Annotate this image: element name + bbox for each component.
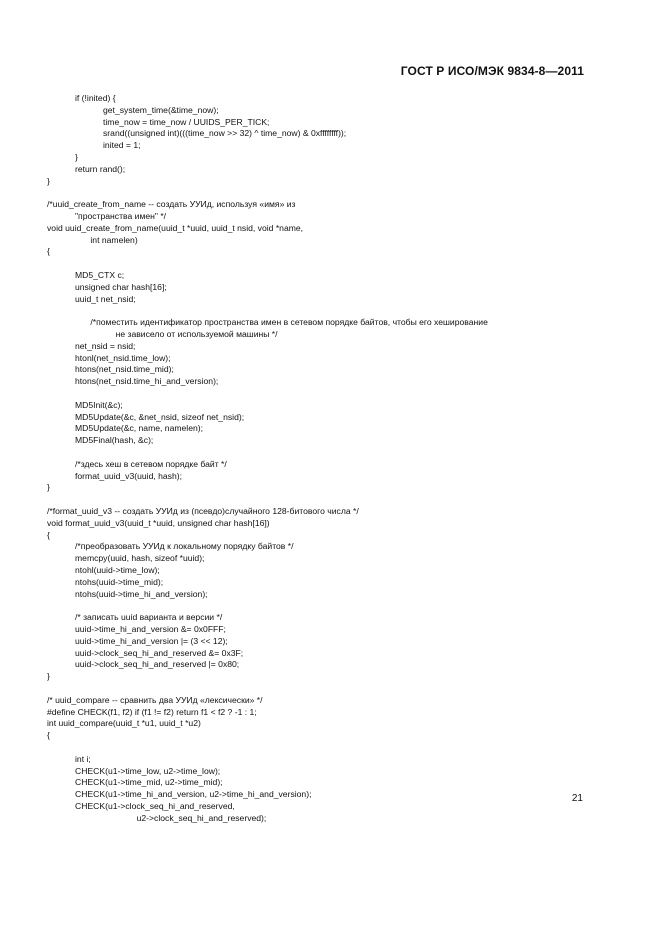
code-line: return rand(); — [75, 163, 126, 174]
code-line: htonl(net_nsid.time_low); — [75, 352, 171, 363]
code-line: MD5Init(&c); — [75, 399, 123, 410]
code-line: net_nsid = nsid; — [75, 340, 136, 351]
code-line: "пространства имен" */ — [75, 211, 167, 221]
code-line: /*format_uuid_v3 -- создать УУИд из (псевдо)случайного 128-битового числа */ — [47, 506, 359, 516]
code-line: inited = 1; — [103, 140, 141, 151]
code-line: MD5Update(&c, &net_nsid, sizeof net_nsid); — [75, 411, 245, 422]
code-line: MD5Final(hash, &c); — [75, 435, 154, 446]
code-line: uuid->clock_seq_hi_and_reserved |= 0x80; — [75, 659, 240, 670]
code-line: } — [47, 175, 50, 186]
code-line: int uuid_compare(uuid_t *u1, uuid_t *u2) — [47, 718, 201, 729]
code-line: ntohl(uuid->time_low); — [75, 565, 160, 575]
document-header: ГОСТ Р ИСО/МЭК 9834-8—2011 — [400, 64, 584, 78]
code-line: MD5Update(&c, name, namelen); — [75, 423, 204, 434]
code-line: unsigned char hash[16]; — [75, 281, 167, 292]
code-line: u2->clock_seq_hi_and_reserved); — [136, 812, 267, 823]
code-line: uuid->clock_seq_hi_and_reserved &= 0x3F; — [75, 647, 244, 658]
code-line: /* uuid_compare -- сравнить два УУИд «лексически» */ — [47, 694, 263, 705]
code-line: CHECK(u1->time_low, u2->time_low); — [75, 765, 221, 776]
code-line: void uuid_create_from_name(uuid_t *uuid, uuid_t nsid, void *name, — [47, 222, 304, 233]
code-line: uuid_t net_nsid; — [75, 293, 136, 304]
code-line: memcpy(uuid, hash, sizeof *uuid); — [75, 553, 205, 564]
code-line: uuid->time_hi_and_version |= (3 << 12); — [75, 635, 228, 646]
code-line: int namelen) — [90, 234, 138, 245]
code-line: format_uuid_v3(uuid, hash); — [75, 470, 183, 481]
code-line: CHECK(u1->time_hi_and_version, u2->time_hi_and_version); — [75, 789, 312, 800]
code-line: get_system_time(&time_now); — [103, 104, 219, 115]
code-line: /*uuid_create_from_name -- создать УУИд, используя «имя» из — [47, 199, 296, 210]
code-line: uuid->time_hi_and_version &= 0x0FFF; — [75, 624, 226, 634]
code-line: { — [47, 529, 50, 540]
code-line: void format_uuid_v3(uuid_t *uuid, unsigned char hash[16]) — [47, 517, 270, 528]
code-line: } — [75, 152, 78, 162]
page-number: 21 — [571, 793, 583, 804]
code-line: if (!inited) { — [75, 93, 116, 103]
code-line: } — [47, 671, 50, 682]
code-line: time_now = time_now / UUIDS_PER_TICK; — [103, 116, 270, 127]
code-line: не зависело от используемой машины */ — [115, 329, 278, 339]
code-line: MD5_CTX c; — [75, 270, 125, 280]
code-line: /*преобразовать УУИд к локальному порядку байтов */ — [75, 541, 294, 552]
code-line: } — [47, 482, 50, 493]
code-line: srand((unsigned int)(((time_now >> 32) ^ time_now) & 0xffffffff)); — [103, 128, 347, 139]
code-line: ntohs(uuid->time_mid); — [75, 576, 164, 587]
code-line: /*здесь хеш в сетевом порядке байт */ — [75, 458, 227, 469]
code-line: int i; — [75, 753, 91, 764]
code-line: htons(net_nsid.time_hi_and_version); — [75, 376, 219, 387]
code-line: /*поместить идентификатор пространства имен в сетевом порядке байтов, чтобы его хеширование — [90, 317, 488, 328]
code-line: CHECK(u1->time_mid, u2->time_mid); — [75, 777, 223, 788]
code-line: htons(net_nsid.time_mid); — [75, 364, 174, 375]
code-line: #define CHECK(f1, f2) if (f1 != f2) return f1 < f2 ? -1 : 1; — [47, 706, 257, 717]
code-line: ntohs(uuid->time_hi_and_version); — [75, 588, 208, 599]
code-line: { — [47, 246, 50, 257]
code-line: { — [47, 730, 50, 741]
code-line: /* записать uuid варианта и версии */ — [75, 612, 223, 623]
code-line: CHECK(u1->clock_seq_hi_and_reserved, — [75, 801, 235, 811]
